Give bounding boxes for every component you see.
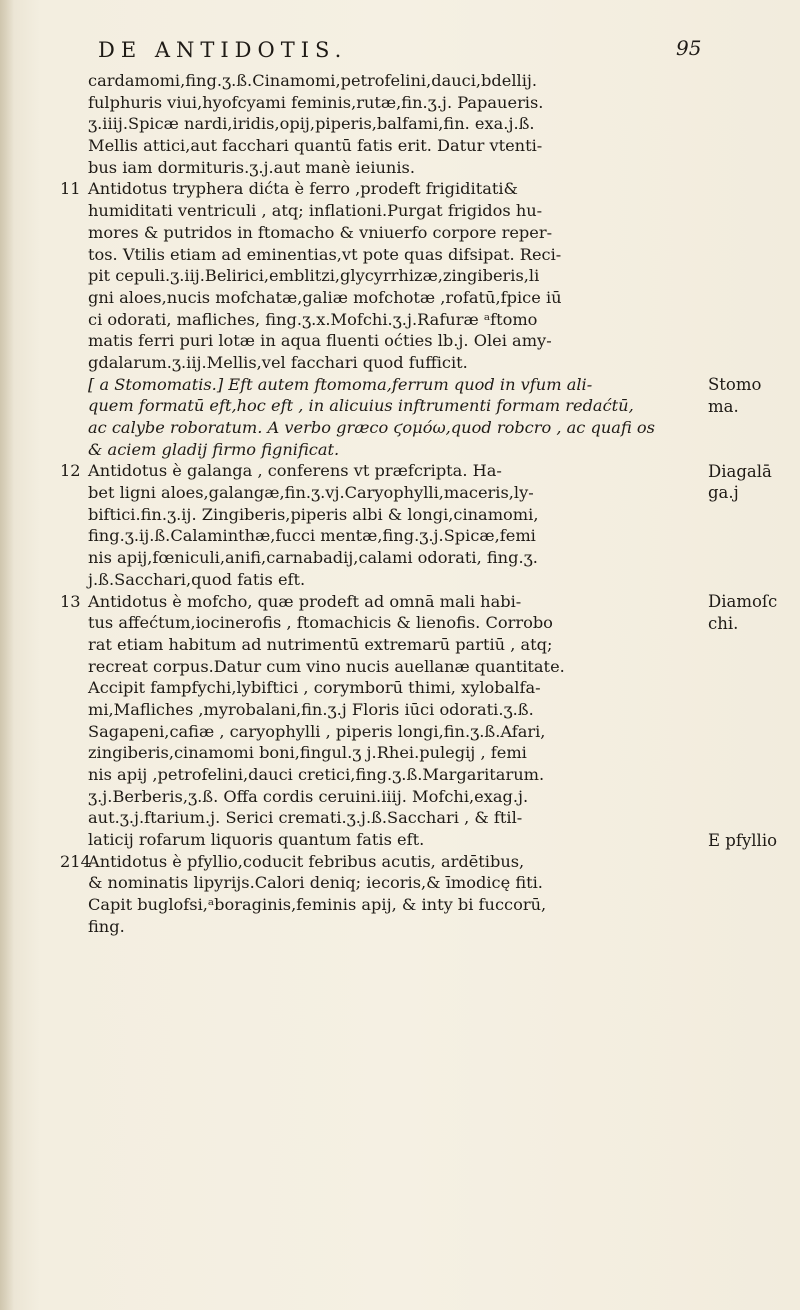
entry-number: 13 (60, 591, 81, 611)
line-text: ci odorati, mafliches, fing.ʒ.x.Mofchi.ʒ.j.Rafuræ ᵃftomo (88, 309, 538, 329)
margin-note: ma. (708, 396, 739, 416)
line-text: laticij rofarum liquoris quantum fatis eft. (88, 830, 425, 850)
margin-note: E pfyllio (708, 830, 778, 850)
text-line (60, 113, 690, 135)
text-line (60, 265, 690, 287)
line-text: matis ferri puri lotæ in aqua fluenti oćties lb.j. Olei amy- (88, 331, 552, 351)
line-text: Antidotus è pfyllio,coducit febribus acutis, ardētibus, (88, 851, 525, 871)
line-text: biftici.fin.ʒ.ij. Zingiberis,piperis albi & longi,cinamomi, (88, 504, 539, 524)
line-text: & aciem gladij firmo fignificat. (88, 439, 340, 459)
text-line (60, 504, 690, 526)
text-line (60, 200, 690, 222)
text-line (60, 352, 690, 374)
margin-note: Diagalā (708, 461, 772, 481)
line-text: fing. (88, 916, 125, 936)
line-text: & nominatis lipyrijs.Calori deniq; iecoris,& īmodicę fiti. (88, 873, 543, 893)
line-text: tus affećtum,iocinerofis , ftomachicis & lienofis. Corrobo (88, 613, 553, 633)
text-line (60, 612, 690, 634)
text-line (60, 591, 690, 613)
line-text: tos. Vtilis etiam ad eminentias,vt pote quas difsipat. Reci- (88, 244, 562, 264)
body-text (60, 70, 690, 938)
text-line (60, 135, 690, 157)
line-text: nis apij,fœniculi,anifi,carnabadij,calami odorati, fing.ʒ. (88, 548, 538, 568)
line-text: bus iam dormituris.ʒ.j.aut manè ieiunis. (88, 157, 415, 177)
margin-note: Stomo (708, 374, 762, 394)
text-line (60, 525, 690, 547)
line-text: ʒ.iiij.Spicæ nardi,iridis,opij,piperis,balfami,fin. exa.j.ß. (88, 114, 535, 134)
text-line (60, 70, 690, 92)
margin-note: Diamoſc (708, 591, 778, 611)
text-line (60, 721, 690, 743)
text-line (60, 374, 690, 396)
text-line (60, 287, 690, 309)
entry-number: 214 (60, 851, 91, 871)
gutter-shadow (0, 0, 14, 1310)
text-line (60, 656, 690, 678)
line-text: ʒ.j.Berberis,ʒ.ß. Offa cordis ceruini.iiij. Mofchi,exag.j. (88, 786, 529, 806)
page-number: 95 (676, 36, 702, 60)
text-line (60, 569, 690, 591)
text-line (60, 807, 690, 829)
line-text: pit cepuli.ʒ.iij.Belirici,emblitzi,glycyrrhizæ,zingiberis,li (88, 266, 540, 286)
line-text: Antidotus tryphera dićta è ferro ,prodeft frigiditati& (88, 179, 518, 199)
line-text: zingiberis,cinamomi boni,fingul.ʒ j.Rhei.pulegij , femi (88, 743, 527, 763)
text-line (60, 395, 690, 417)
margin-note: chi. (708, 613, 739, 633)
line-text: Mellis attici,aut facchari quantū fatis erit. Datur vtenti- (88, 136, 543, 156)
line-text: rat etiam habitum ad nutrimentū extremarū partiū , atq; (88, 634, 553, 654)
line-text: nis apij ,petrofelini,dauci cretici,fing.ʒ.ß.Margaritarum. (88, 765, 545, 784)
line-text: mores & putridos in ftomacho & vniuerfo corpore reper- (88, 222, 553, 242)
line-text: ac calybe roboratum. A verbo græco ϛομόω,quod robcro , ac quafi os (88, 418, 655, 437)
text-line (60, 764, 690, 786)
line-text: quem formatū eft,hoc eft , in alicuius inftrumenti formam redaćtū, (88, 396, 634, 416)
text-line (60, 439, 690, 461)
text-line (60, 309, 690, 331)
text-line (60, 742, 690, 764)
text-line (60, 178, 690, 200)
text-line (60, 244, 690, 266)
line-text: Sagapeni,cafiæ , caryophylli , piperis longi,fin.ʒ.ß.Afari, (88, 721, 546, 741)
entry-number: 11 (60, 179, 81, 199)
line-text: recreat corpus.Datur cum vino nucis auellanæ quantitate. (88, 656, 565, 676)
text-line (60, 851, 690, 873)
line-text: fing.ʒ.ij.ß.Calaminthæ,fucci mentæ,fing.ʒ.j.Spicæ,femi (88, 526, 536, 546)
line-text: mi,Mafliches ,myrobalani,fin.ʒ.j Floris iūci odorati.ʒ.ß. (88, 699, 534, 719)
text-line (60, 547, 690, 569)
text-line (60, 916, 690, 938)
text-line (60, 829, 690, 851)
text-line (60, 786, 690, 808)
line-text: gni aloes,nucis mofchatæ,galiæ mofchotæ ,rofatū,fpice iū (88, 287, 562, 307)
line-text: Capit buglofsi,ᵃboraginis,feminis apij, & inty bi fuccorū, (88, 895, 547, 915)
margin-note: ga.j (708, 483, 739, 503)
text-line (60, 677, 690, 699)
running-head: DE ANTIDOTIS. (98, 38, 348, 62)
text-line (60, 482, 690, 504)
text-line (60, 894, 690, 916)
line-text: aut.ʒ.j.ftarium.j. Serici cremati.ʒ.j.ß.Sacchari , & ftil- (88, 808, 523, 828)
text-line (60, 222, 690, 244)
entry-number: 12 (60, 461, 81, 481)
text-line (60, 92, 690, 114)
text-line (60, 872, 690, 894)
line-text: Antidotus è galanga , conferens vt præfcripta. Ha- (88, 461, 502, 481)
line-text: j.ß.Sacchari,quod fatis eft. (88, 569, 306, 589)
line-text: [ a Stomomatis.] Eft autem ftomoma,ferrum quod in vfum ali- (88, 374, 593, 394)
text-line (60, 417, 690, 439)
text-line (60, 157, 690, 179)
line-text: bet ligni aloes,galangæ,fin.ʒ.vj.Caryophylli,maceris,ly- (88, 483, 534, 503)
line-text: gdalarum.ʒ.iij.Mellis,vel facchari quod fufficit. (88, 352, 468, 372)
line-text: Accipit fampfychi,lybiftici , corymborū thimi, xylobalfa- (88, 678, 541, 698)
line-text: Antidotus è mofcho, quæ prodeft ad omnā mali habi- (88, 591, 522, 611)
text-line (60, 460, 690, 482)
text-line (60, 699, 690, 721)
line-text: cardamomi,fing.ʒ.ß.Cinamomi,petrofelini,dauci,bdellij. (88, 71, 538, 90)
text-line (60, 330, 690, 352)
line-text: fulphuris viui,hyofcyami feminis,rutæ,fin.ʒ.j. Papaueris. (88, 92, 544, 112)
text-line (60, 634, 690, 656)
line-text: humiditati ventriculi , atq; inflationi.Purgat frigidos hu- (88, 201, 543, 221)
